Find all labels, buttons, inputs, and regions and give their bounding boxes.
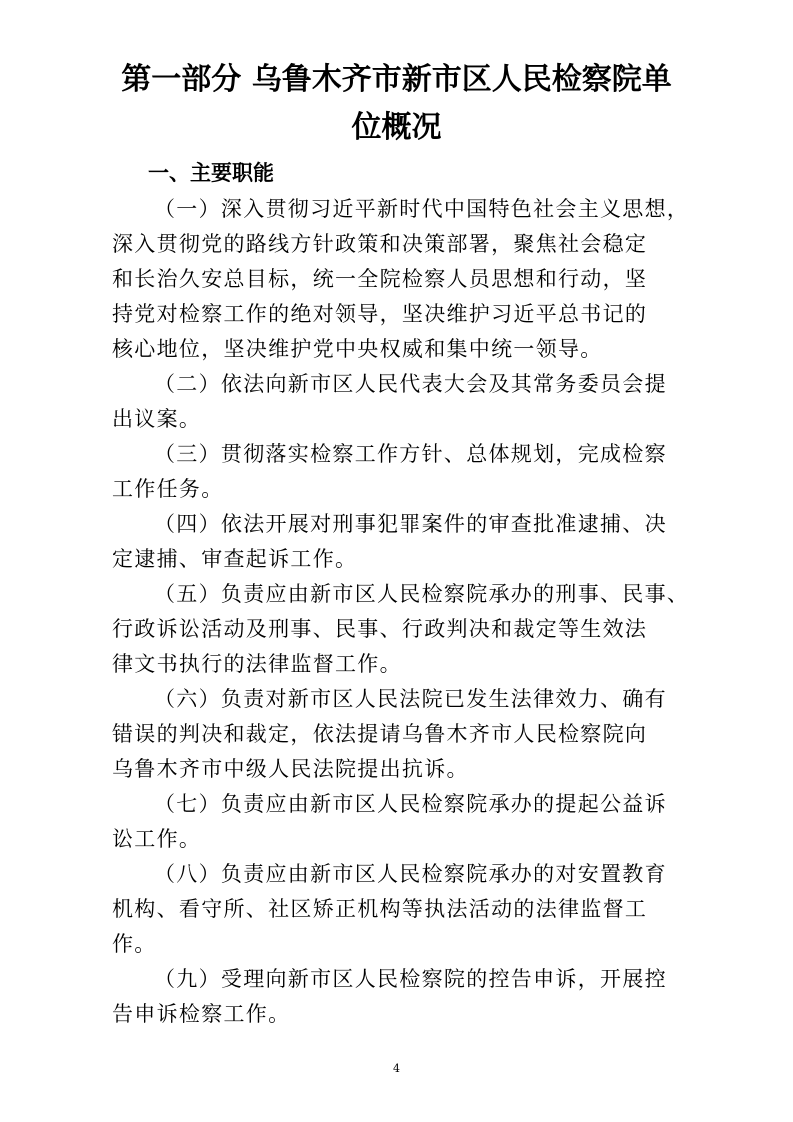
paragraph-5-line-1: （五）负责应由新市区人民检察院承办的刑事、民事、	[154, 582, 690, 606]
paragraph-5-line-2: 行政诉讼活动及刑事、民事、行政判决和裁定等生效法	[112, 617, 648, 641]
paragraph-8-line-1: （八）负责应由新市区人民检察院承办的对安置教育	[154, 862, 667, 886]
paragraph-5-line-3: 律文书执行的法律监督工作。	[112, 652, 402, 676]
paragraph-3-line-1: （三）贯彻落实检察工作方针、总体规划，完成检察	[154, 442, 667, 466]
paragraph-8-line-3: 作。	[112, 932, 157, 956]
paragraph-1-line-3: 和长治久安总目标，统一全院检察人员思想和行动，坚	[112, 267, 648, 291]
paragraph-4-line-1: （四）依法开展对刑事犯罪案件的审查批准逮捕、决	[154, 512, 667, 536]
paragraph-9-line-2: 告申诉检察工作。	[112, 1002, 291, 1026]
paragraph-6-line-2: 错误的判决和裁定，依法提请乌鲁木齐市人民检察院向	[112, 722, 648, 746]
paragraph-8-line-2: 机构、看守所、社区矫正机构等执法活动的法律监督工	[112, 897, 648, 921]
page-number: 4	[393, 1062, 400, 1075]
paragraph-3-line-2: 工作任务。	[112, 477, 224, 501]
paragraph-4-line-2: 定逮捕、审查起诉工作。	[112, 547, 358, 571]
paragraph-7-line-2: 讼工作。	[112, 827, 202, 851]
section-heading: 一、主要职能	[148, 161, 274, 185]
document-title-line-2: 位概况	[351, 110, 442, 145]
paragraph-6-line-3: 乌鲁木齐市中级人民法院提出抗诉。	[112, 757, 469, 781]
paragraph-1-line-2: 深入贯彻党的路线方针政策和决策部署，聚焦社会稳定	[112, 232, 648, 256]
paragraph-2-line-2: 出议案。	[112, 407, 202, 431]
paragraph-1-line-4: 持党对检察工作的绝对领导，坚决维护习近平总书记的	[112, 302, 648, 326]
paragraph-9-line-1: （九）受理向新市区人民检察院的控告申诉，开展控	[154, 967, 667, 991]
paragraph-1-line-1: （一）深入贯彻习近平新时代中国特色社会主义思想，	[154, 197, 690, 221]
paragraph-7-line-1: （七）负责应由新市区人民检察院承办的提起公益诉	[154, 792, 667, 816]
paragraph-6-line-1: （六）负责对新市区人民法院已发生法律效力、确有	[154, 687, 667, 711]
paragraph-2-line-1: （二）依法向新市区人民代表大会及其常务委员会提	[154, 372, 667, 396]
paragraph-1-line-5: 核心地位，坚决维护党中央权威和集中统一领导。	[112, 337, 603, 361]
document-title-line-1: 第一部分 乌鲁木齐市新市区人民检察院单	[121, 62, 672, 97]
